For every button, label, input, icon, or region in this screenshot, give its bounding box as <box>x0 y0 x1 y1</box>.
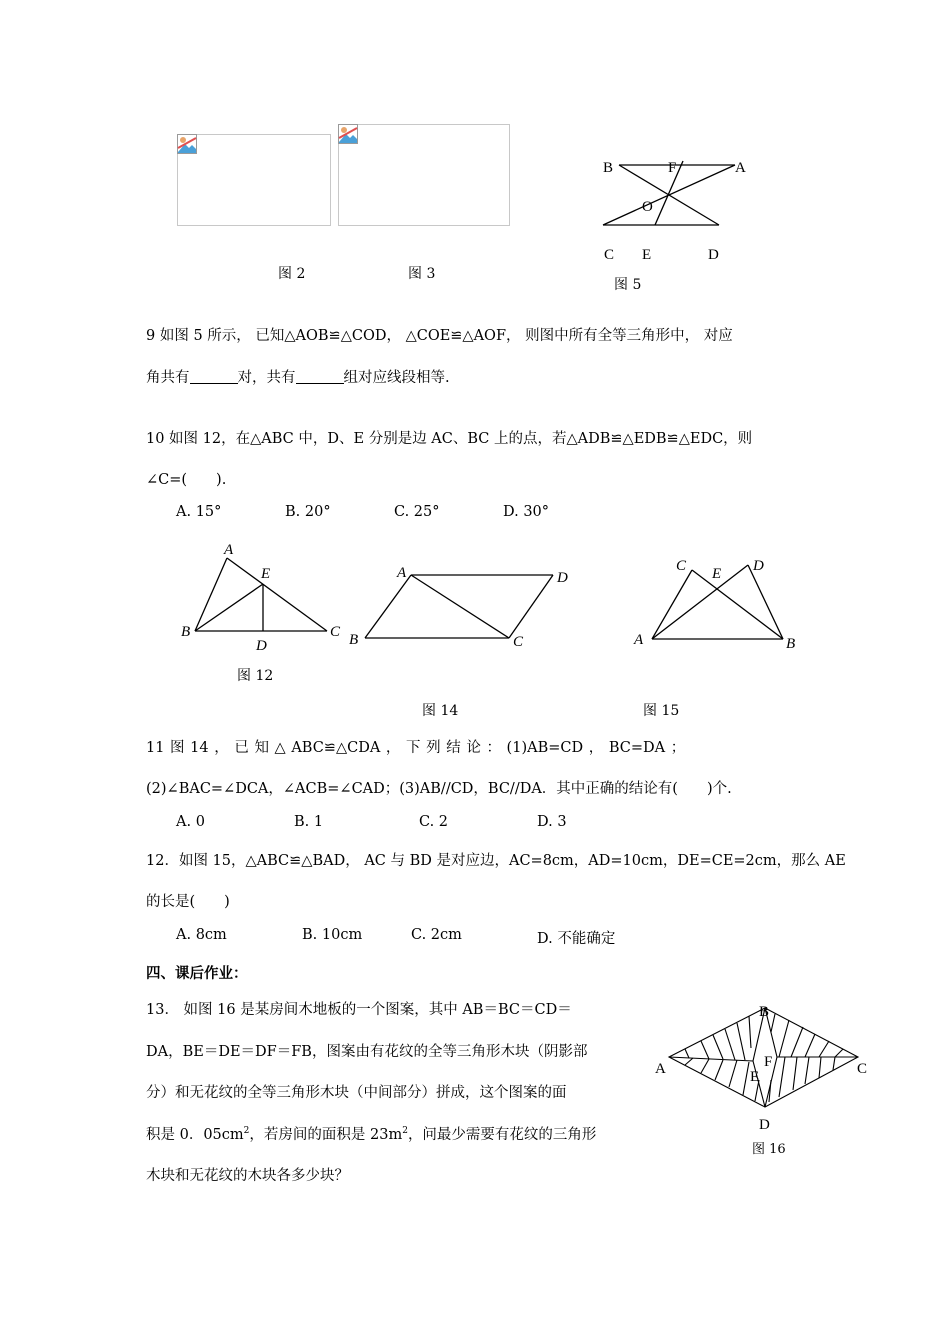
q13-sup-2: 2 <box>402 1126 408 1137</box>
fig16-label-a: A <box>655 1061 666 1077</box>
fig12-label-a: A <box>224 542 234 558</box>
q13-room-text: ，若房间的面积是 23m <box>249 1127 403 1143</box>
q11-option-a: A. 0 <box>176 814 205 830</box>
fig12-label-d: D <box>256 638 267 653</box>
q9-text-b: 对，共有 <box>237 370 296 386</box>
fig16-label-d: D <box>759 1117 770 1133</box>
q13-line4 <box>146 1123 596 1144</box>
fig5-label-d: D <box>708 247 719 263</box>
q9-blank-1[interactable] <box>190 369 238 384</box>
q10-line2: ∠C=( ). <box>146 472 227 488</box>
q12-line2: 的长是( ) <box>146 894 230 910</box>
figure-12-caption: 图 12 <box>237 668 274 684</box>
q13-line5: 木块和无花纹的木块各多少块？ <box>146 1168 349 1184</box>
figure-12 <box>175 538 350 653</box>
q10-option-c: C. 25° <box>394 504 440 520</box>
fig5-label-c: C <box>604 247 615 263</box>
fig15-label-b: B <box>786 636 796 652</box>
figure-3-caption: 图 3 <box>408 266 436 282</box>
figure-3-image <box>338 124 510 226</box>
fig14-label-c: C <box>513 634 524 650</box>
fig16-label-e: E <box>750 1069 760 1085</box>
fig5-label-e: E <box>642 247 652 263</box>
fig12-label-e: E <box>261 566 271 582</box>
figure-2-caption: 图 2 <box>278 266 306 282</box>
figure-16 <box>655 1000 870 1140</box>
fig16-label-b: B <box>759 1004 770 1020</box>
q13-line1: 13． 如图 16 是某房间木地板的一个图案，其中 AB＝BC＝CD＝ <box>146 1002 572 1018</box>
fig5-label-a: A <box>735 160 746 176</box>
fig15-label-d: D <box>753 558 764 574</box>
q10-option-a: A. 15° <box>176 504 222 520</box>
fig14-label-d: D <box>557 570 568 586</box>
q10-line1: 10 如图 12，在△ABC 中，D、E 分别是边 AC、BC 上的点，若△ADB≌△EDB≌△EDC，则 <box>146 431 753 447</box>
figure-5 <box>595 155 760 265</box>
q9-text-c: 组对应线段相等. <box>343 370 450 386</box>
figure-2-image <box>177 134 331 226</box>
fig5-label-o: O <box>642 199 653 215</box>
q9-line2 <box>146 366 450 387</box>
fig14-label-a: A <box>397 565 407 581</box>
fig5-label-f: F <box>668 160 677 176</box>
figure-16-caption: 图 16 <box>752 1142 786 1157</box>
q13-area-text: 积是 0．05cm <box>146 1127 244 1143</box>
q11-line1: 11 图 14 ， 已 知 △ ABC≌△CDA ， 下 列 结 论 ： (1)AB=CD ， BC=DA ； <box>146 740 686 756</box>
figure-5-caption: 图 5 <box>614 277 642 293</box>
figure-15-caption: 图 15 <box>643 703 680 719</box>
fig16-label-f: F <box>764 1054 773 1070</box>
q12-option-a: A. 8cm <box>176 927 227 943</box>
fig15-label-a: A <box>634 632 644 648</box>
q9-text-a: 角共有 <box>146 370 190 386</box>
q10-option-b: B. 20° <box>285 504 331 520</box>
fig12-label-c: C <box>330 624 341 640</box>
broken-image-icon <box>177 134 197 154</box>
fig12-label-b: B <box>181 624 191 640</box>
fig15-label-c: C <box>676 558 687 574</box>
q13-sup-1: 2 <box>243 1126 250 1137</box>
fig15-label-e: E <box>712 566 722 582</box>
q13-line3: 分）和无花纹的全等三角形木块（中间部分）拼成，这个图案的面 <box>146 1085 567 1101</box>
q11-option-d: D. 3 <box>537 814 567 830</box>
figure-14 <box>345 560 580 652</box>
q12-option-c: C. 2cm <box>411 927 462 943</box>
q9-line1: 9 如图 5 所示， 已知△AOB≌△COD， △COE≌△AOF， 则图中所有全等三角形中， 对应 <box>146 328 733 344</box>
fig5-label-b: B <box>603 160 614 176</box>
q12-option-b: B. 10cm <box>302 927 363 943</box>
section-4-heading: 四、课后作业： <box>146 965 248 982</box>
fig16-label-c: C <box>857 1061 868 1077</box>
q12-line1: 12．如图 15，△ABC≌△BAD， AC 与 BD 是对应边，AC=8cm，AD=10cm，DE=CE=2cm，那么 AE <box>146 853 846 869</box>
q12-option-d: D. 不能确定 <box>537 931 616 947</box>
broken-image-icon <box>338 124 358 144</box>
q9-blank-2[interactable] <box>296 369 344 384</box>
q13-question-text: ，问最少需要有花纹的三角形 <box>407 1127 597 1143</box>
q11-option-c: C. 2 <box>419 814 449 830</box>
q13-line2: DA，BE＝DE＝DF＝FB，图案由有花纹的全等三角形木块（阴影部 <box>146 1044 588 1060</box>
q11-option-b: B. 1 <box>294 814 324 830</box>
fig14-label-b: B <box>349 632 359 648</box>
q10-option-d: D. 30° <box>503 504 550 520</box>
figure-14-caption: 图 14 <box>422 703 459 719</box>
figure-15 <box>628 550 803 652</box>
q11-line2: (2)∠BAC=∠DCA，∠ACB=∠CAD；(3)AB//CD，BC//DA．其中正确的结论有( )个. <box>146 781 732 797</box>
